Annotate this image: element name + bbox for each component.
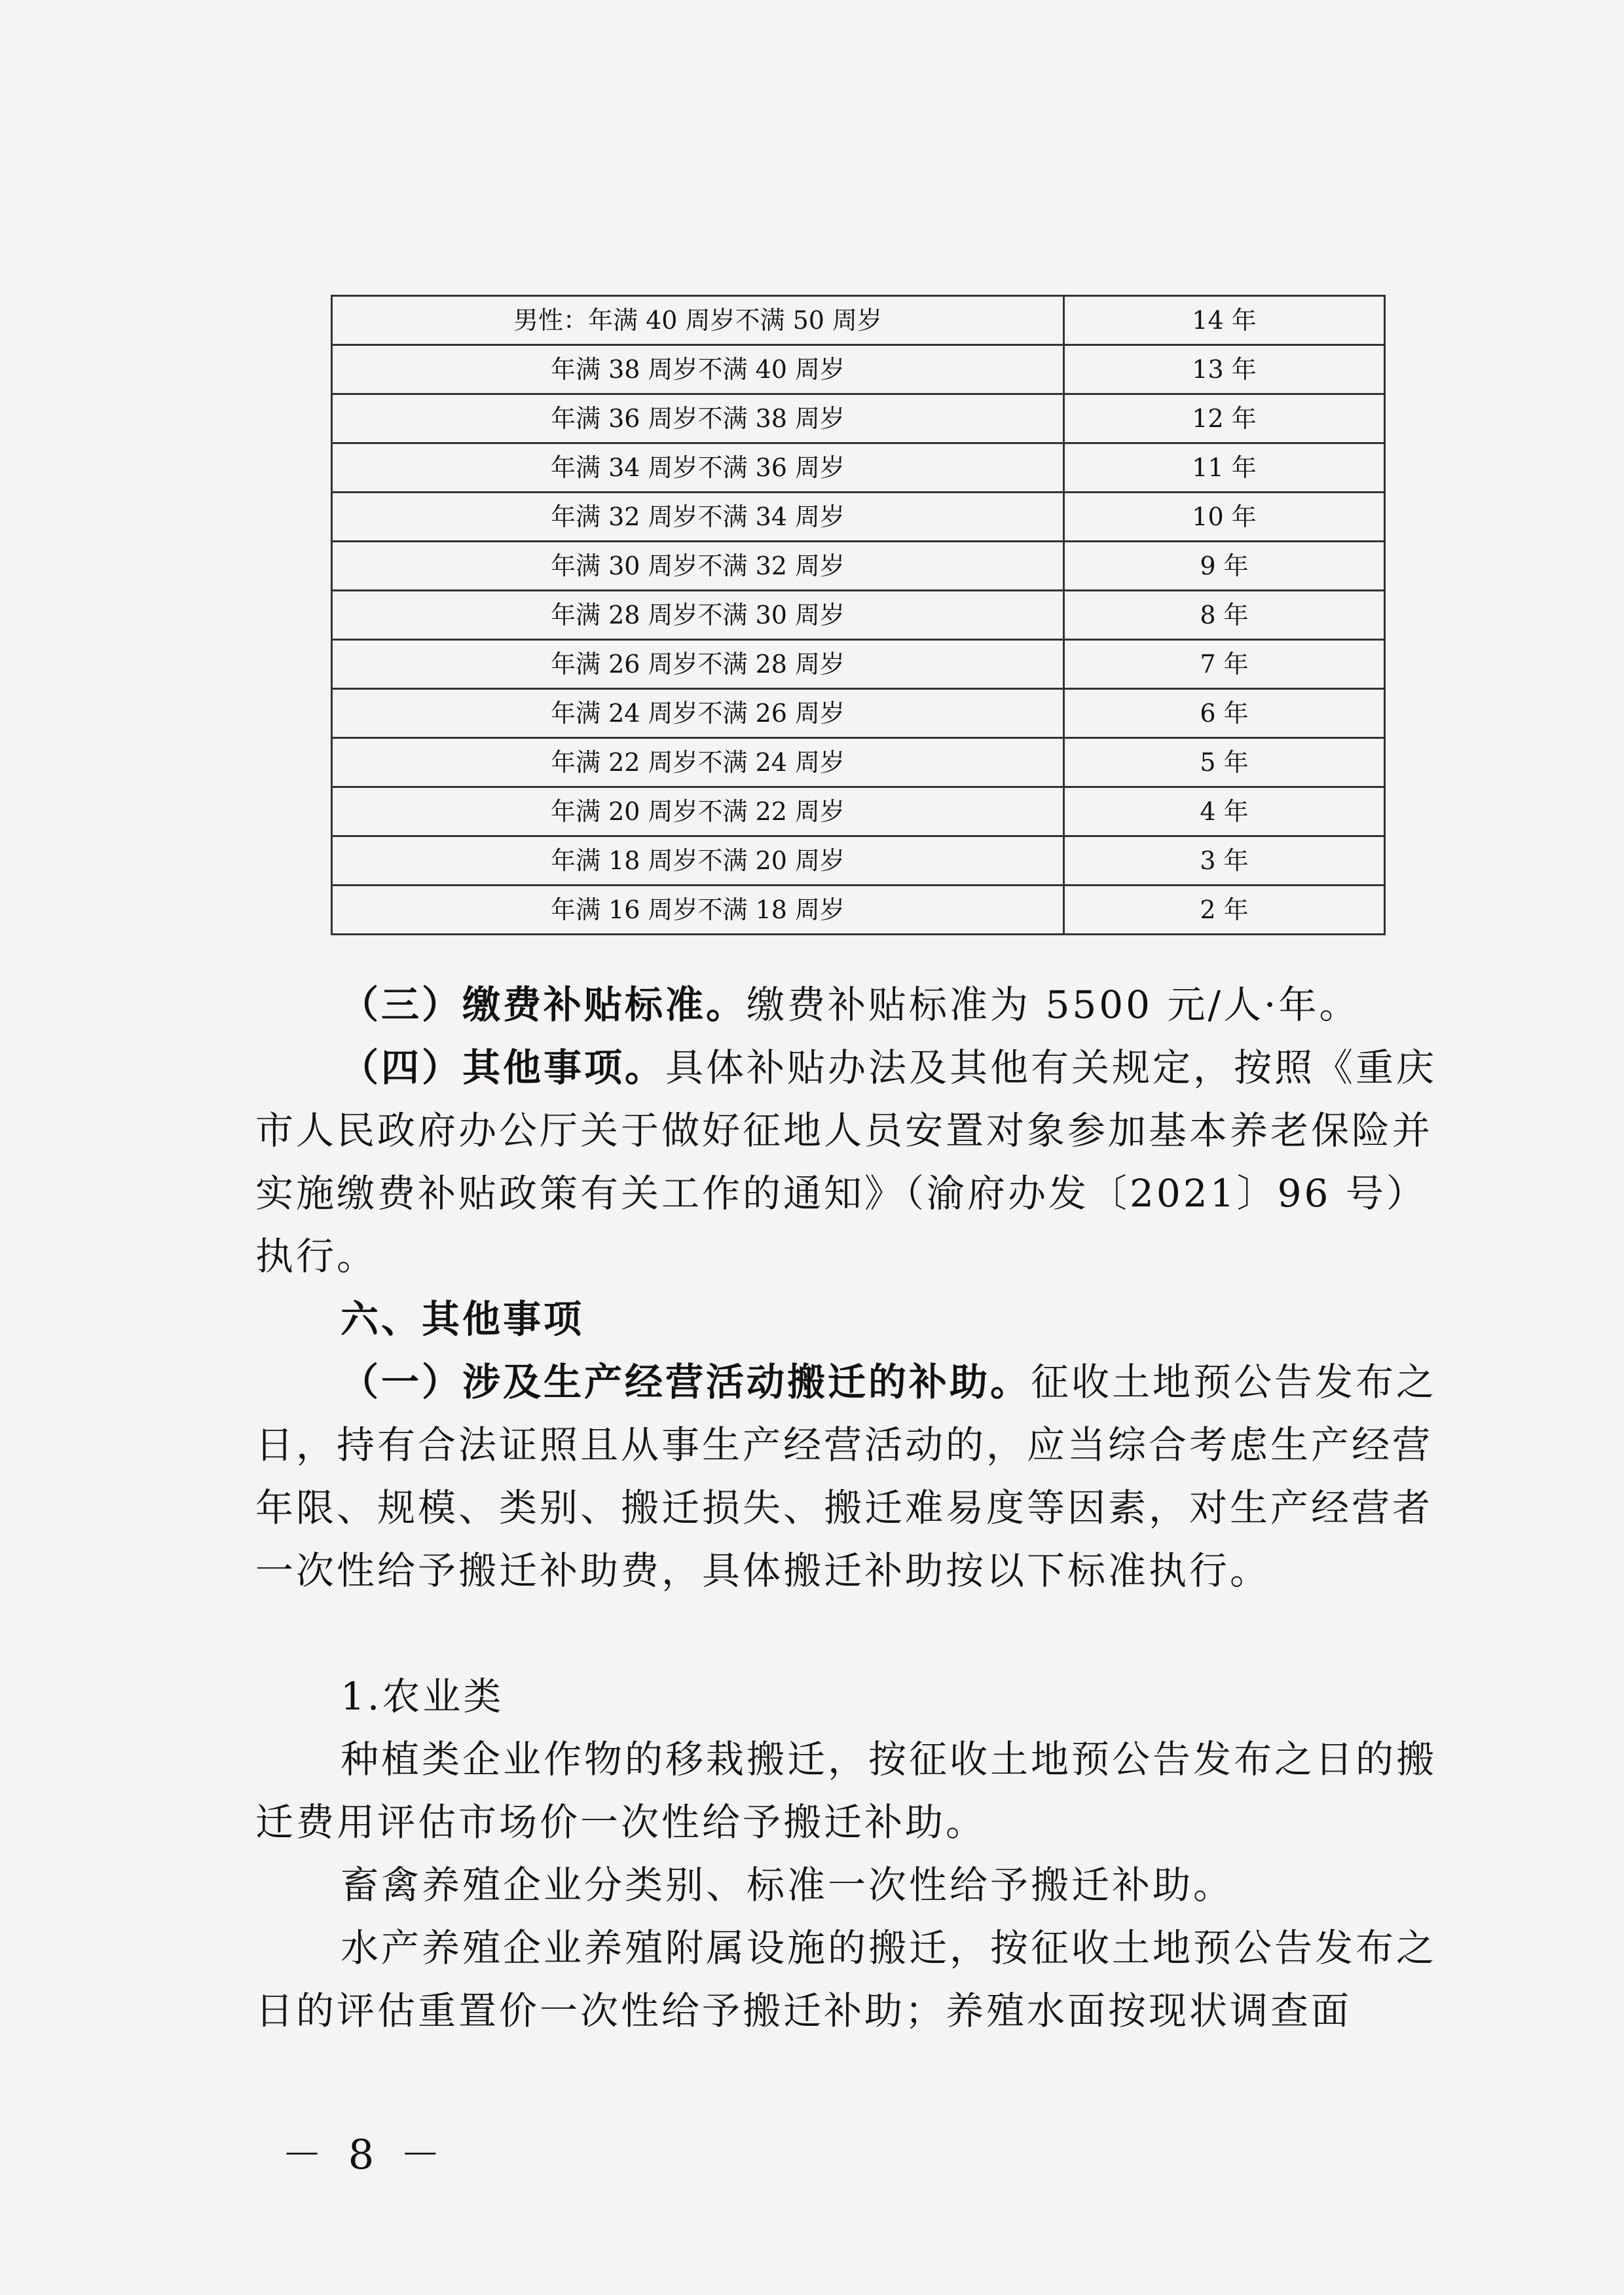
age-range-cell: 男性：年满 40 周岁不满 50 周岁 xyxy=(332,296,1064,345)
section-six-title: 六、其他事项 xyxy=(341,1297,585,1341)
agriculture-heading xyxy=(255,1665,1460,1728)
years-cell: 5 年 xyxy=(1064,738,1385,787)
table-row xyxy=(332,296,1385,345)
relocation-body: 征收土地预公告发布之日，持有合法证照且从事生产经营活动的，应当综合考虑生产经营年限、规模、类别、搬迁损失、搬迁难易度等因素，对生产经营者一次性给予搬迁补助费，具体搬迁补助按以下标准执行。 xyxy=(255,1360,1437,1593)
age-range-cell: 年满 32 周岁不满 34 周岁 xyxy=(332,493,1064,542)
age-range-cell: 年满 38 周岁不满 40 周岁 xyxy=(332,345,1064,394)
years-cell: 9 年 xyxy=(1064,542,1385,591)
years-cell: 8 年 xyxy=(1064,591,1385,640)
age-range-cell: 年满 20 周岁不满 22 周岁 xyxy=(332,787,1064,836)
age-range-cell: 年满 28 周岁不满 30 周岁 xyxy=(332,591,1064,640)
section-heading-six xyxy=(255,1288,1460,1351)
paragraph-relocation-subsidy xyxy=(255,1351,1460,1602)
age-range-cell: 年满 34 周岁不满 36 周岁 xyxy=(332,443,1064,493)
years-cell: 10 年 xyxy=(1064,493,1385,542)
age-range-cell: 年满 18 周岁不满 20 周岁 xyxy=(332,836,1064,886)
table-row xyxy=(332,443,1385,493)
years-cell: 11 年 xyxy=(1064,443,1385,493)
other-body: 具体补贴办法及其他有关规定，按照《重庆市人民政府办公厅关于做好征地人员安置对象参加基本养老保险并实施缴费补贴政策有关工作的通知》（渝府办发〔2021〕96 号）执行。 xyxy=(255,1045,1437,1278)
years-cell: 13 年 xyxy=(1064,345,1385,394)
table-row xyxy=(332,591,1385,640)
age-range-cell: 年满 36 周岁不满 38 周岁 xyxy=(332,394,1064,443)
subsidy-body: 缴费补贴标准为 5500 元/人·年。 xyxy=(747,982,1360,1027)
age-range-cell: 年满 24 周岁不满 26 周岁 xyxy=(332,689,1064,738)
table-row xyxy=(332,542,1385,591)
years-cell: 4 年 xyxy=(1064,787,1385,836)
table-body xyxy=(332,296,1385,935)
paragraph-planting xyxy=(255,1728,1460,1854)
paragraph-subsidy-standard xyxy=(255,973,1460,1036)
table-row xyxy=(332,787,1385,836)
table-row xyxy=(332,640,1385,689)
table-row xyxy=(332,836,1385,886)
age-range-cell: 年满 22 周岁不满 24 周岁 xyxy=(332,738,1064,787)
other-heading: （四）其他事项。 xyxy=(341,1045,666,1090)
table-row xyxy=(332,738,1385,787)
table-row xyxy=(332,394,1385,443)
table-row xyxy=(332,886,1385,935)
paragraph-livestock xyxy=(255,1854,1460,1916)
aquaculture-text: 水产养殖企业养殖附属设施的搬迁，按征收土地预公告发布之日的评估重置价一次性给予搬迁补助；养殖水面按现状调查面 xyxy=(255,1926,1437,2033)
years-cell: 7 年 xyxy=(1064,640,1385,689)
years-cell: 12 年 xyxy=(1064,394,1385,443)
age-range-cell: 年满 16 周岁不满 18 周岁 xyxy=(332,886,1064,935)
paragraph-other-matters xyxy=(255,1036,1460,1288)
subsidy-heading: （三）缴费补贴标准。 xyxy=(341,982,747,1027)
planting-text: 种植类企业作物的移栽搬迁，按征收土地预公告发布之日的搬迁费用评估市场价一次性给予搬迁补助。 xyxy=(255,1737,1437,1844)
age-range-cell: 年满 30 周岁不满 32 周岁 xyxy=(332,542,1064,591)
page-number: － 8 － xyxy=(282,2131,447,2178)
years-cell: 3 年 xyxy=(1064,836,1385,886)
years-cell: 2 年 xyxy=(1064,886,1385,935)
table-row xyxy=(332,345,1385,394)
years-cell: 6 年 xyxy=(1064,689,1385,738)
years-cell: 14 年 xyxy=(1064,296,1385,345)
relocation-heading: （一）涉及生产经营活动搬迁的补助。 xyxy=(341,1360,1031,1404)
table-row xyxy=(332,493,1385,542)
livestock-text: 畜禽养殖企业分类别、标准一次性给予搬迁补助。 xyxy=(341,1863,1234,1907)
age-years-table xyxy=(331,295,1386,935)
table-row xyxy=(332,689,1385,738)
agriculture-heading-text: 1.农业类 xyxy=(341,1674,504,1719)
age-range-cell: 年满 26 周岁不满 28 周岁 xyxy=(332,640,1064,689)
paragraph-aquaculture xyxy=(255,1916,1460,2042)
